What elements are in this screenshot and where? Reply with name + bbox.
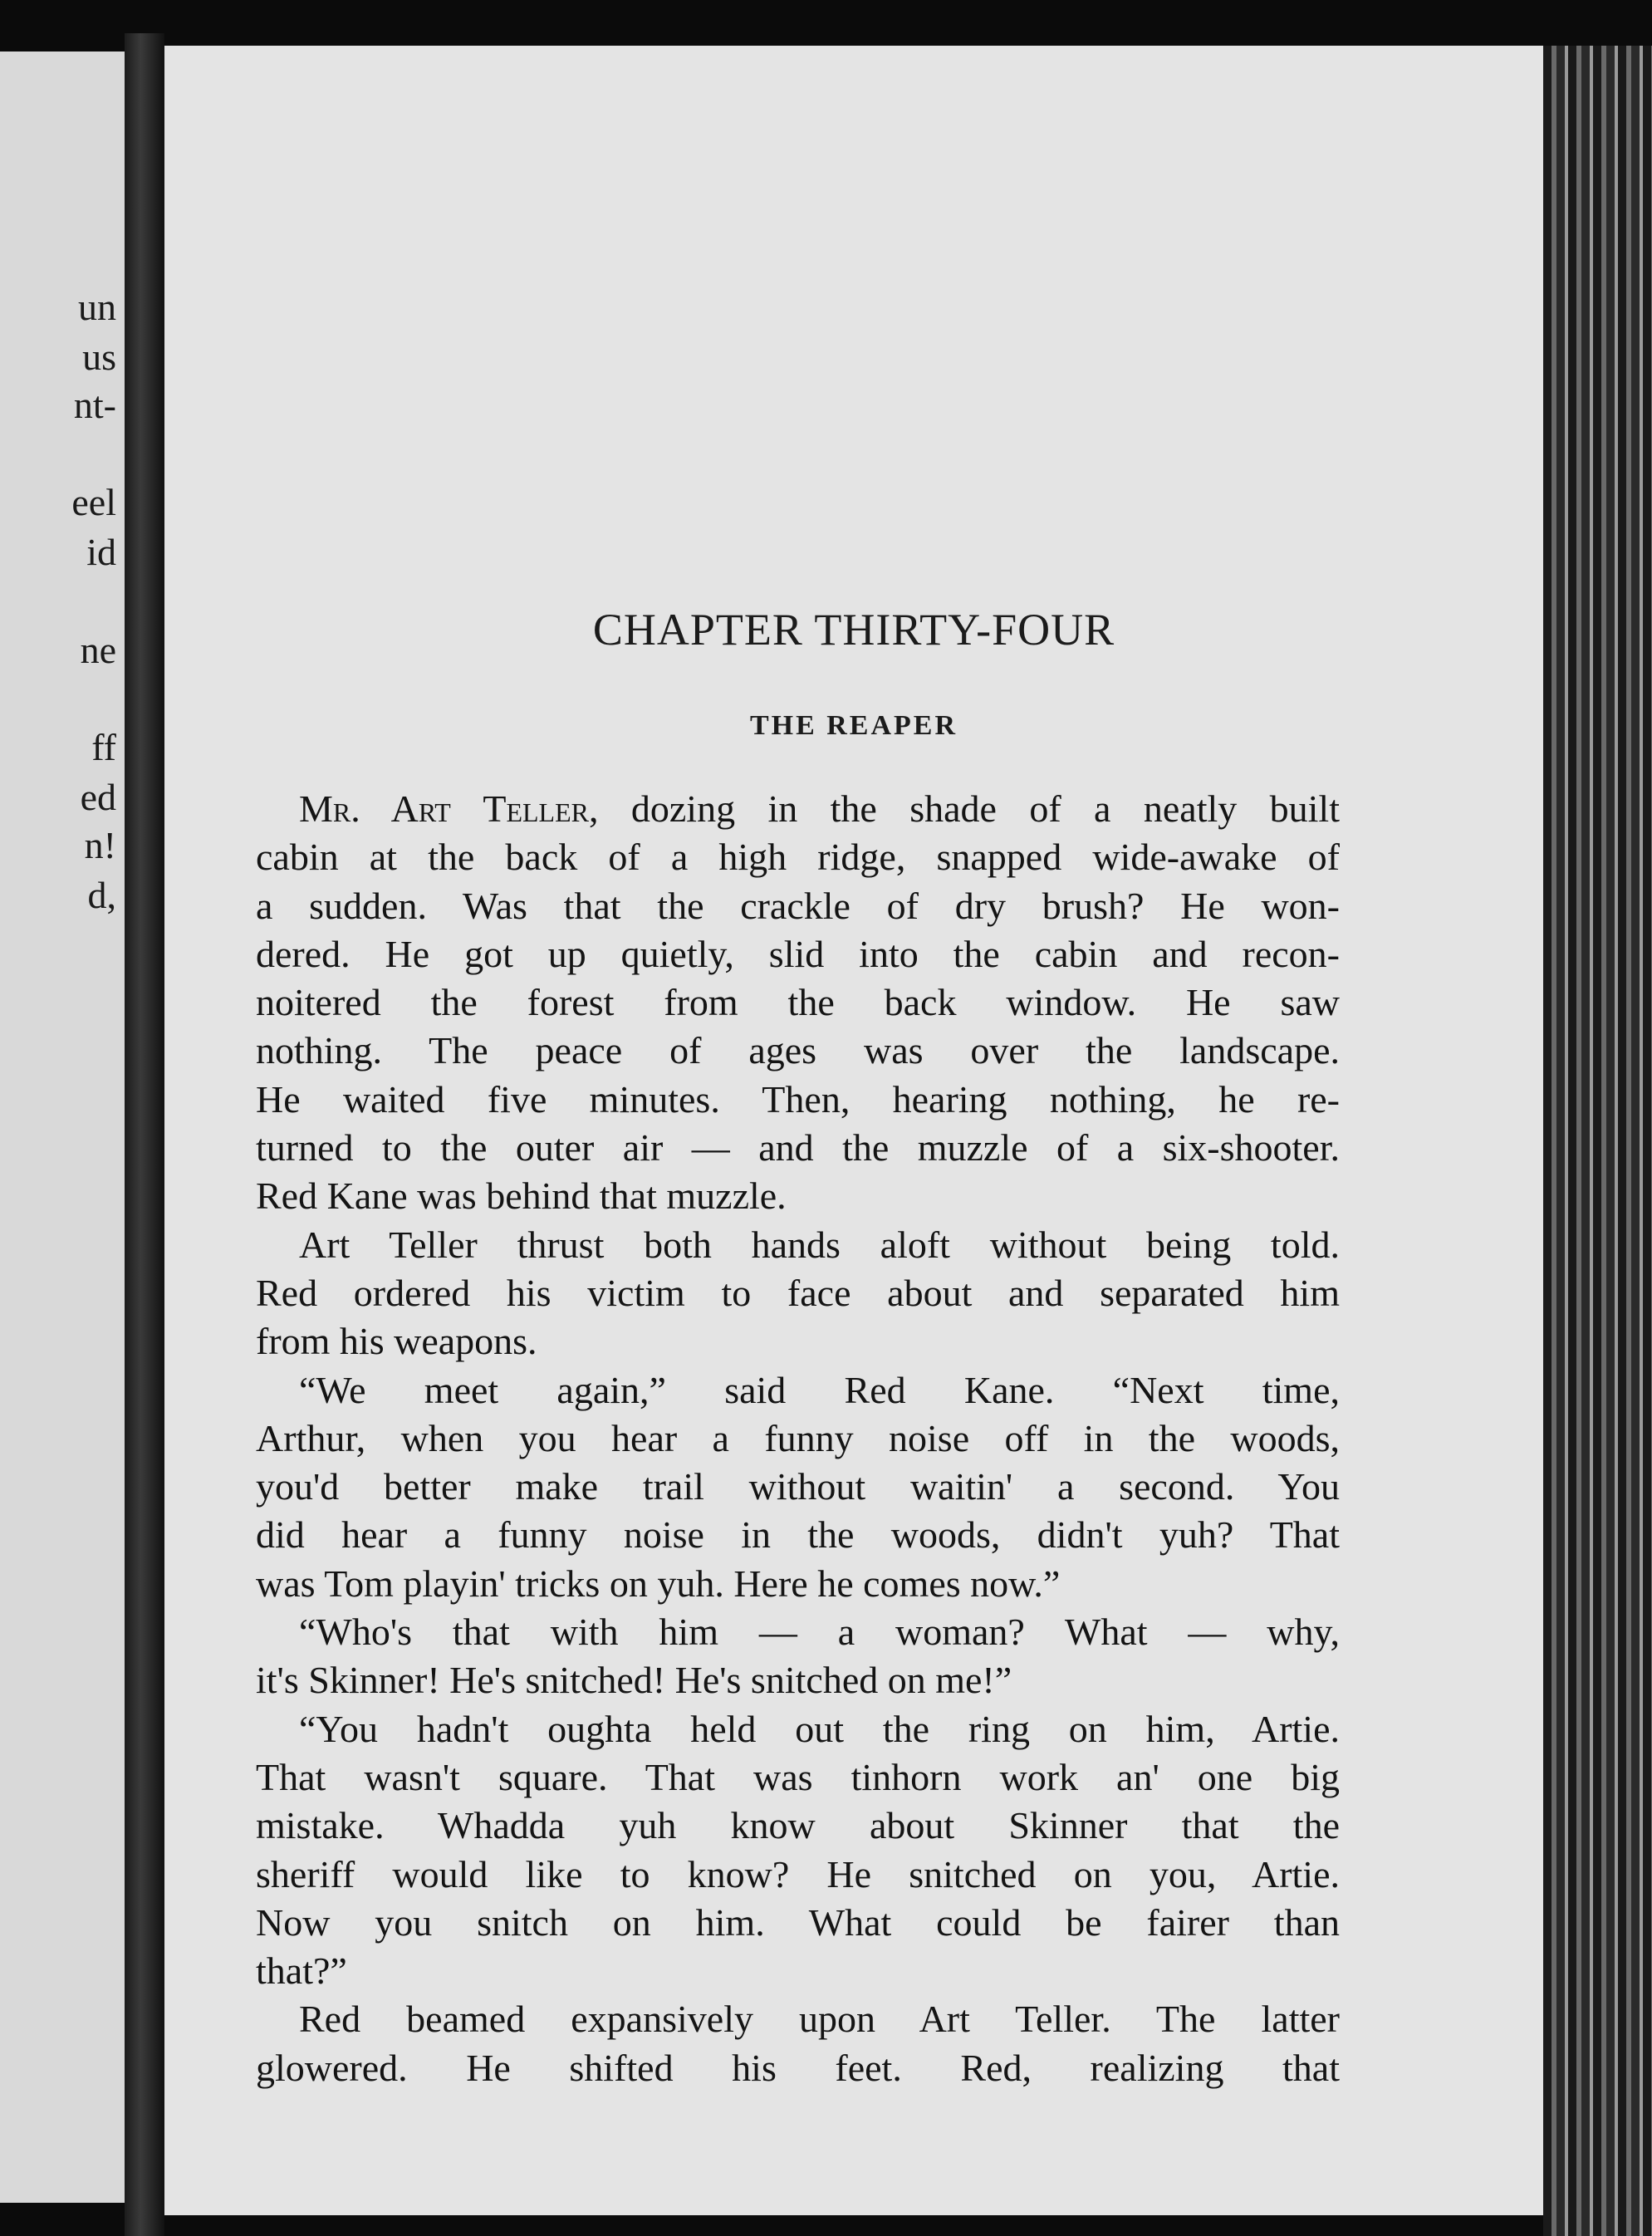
text-line: dered. He got up quietly, slid into the cabin and recon- xyxy=(256,932,1340,975)
text-line: Art Teller thrust both hands aloft without being told. xyxy=(299,1223,1340,1266)
text-line: Now you snitch on him. What could be fairer than xyxy=(256,1900,1340,1944)
text-line-content: dozing in the shade of a neatly built xyxy=(598,787,1340,830)
text-line: was Tom playin' tricks on yuh. Here he comes now.” xyxy=(256,1562,1061,1605)
text-line: you'd better make trail without waitin' a second. You xyxy=(256,1465,1340,1508)
chapter-subtitle: THE REAPER xyxy=(749,710,958,741)
left-page-fragment: un xyxy=(78,286,116,328)
text-line: That wasn't square. That was tinhorn work an' one big xyxy=(256,1755,1340,1798)
left-page-fragment: n! xyxy=(84,824,116,866)
book-gutter xyxy=(125,33,164,2236)
text-line: mistake. Whadda yuh know about Skinner that the xyxy=(256,1804,1340,1847)
text-line: Red ordered his victim to face about and separated him xyxy=(256,1271,1340,1314)
text-line: Arthur, when you hear a funny noise off in the woods, xyxy=(256,1416,1340,1459)
text-line: that?” xyxy=(256,1949,347,1993)
text-line: did hear a funny noise in the woods, didn't yuh? That xyxy=(256,1513,1340,1557)
text-line xyxy=(256,785,1340,833)
left-page-fragment: id xyxy=(86,531,116,573)
opening-small-caps: Mr. Art Teller, xyxy=(299,787,599,830)
left-page-fragment: eel xyxy=(71,481,116,523)
left-page-fragment: ne xyxy=(80,629,116,671)
chapter-body xyxy=(256,785,1340,2092)
text-line: Red beamed expansively upon Art Teller. The latter xyxy=(299,1998,1340,2041)
text-line: nothing. The peace of ages was over the landscape. xyxy=(256,1029,1340,1072)
text-line: a sudden. Was that the crackle of dry brush? He won- xyxy=(256,884,1340,927)
text-line: He waited five minutes. Then, hearing nothing, he re- xyxy=(256,1077,1340,1120)
left-page-fragment: nt- xyxy=(73,384,116,426)
text-line: from his weapons. xyxy=(256,1320,537,1363)
text-line: it's Skinner! He's snitched! He's snitched on me!” xyxy=(256,1659,1012,1702)
left-page-fragment: d, xyxy=(87,874,116,916)
text-line: “Who's that with him — a woman? What — why, xyxy=(299,1611,1340,1654)
left-page-fragment: ed xyxy=(80,776,116,818)
chapter-title: CHAPTER THIRTY-FOUR xyxy=(592,605,1115,655)
text-line: noitered the forest from the back window. He saw xyxy=(256,981,1340,1024)
left-page-fragment: ff xyxy=(91,726,116,768)
left-page-edge xyxy=(0,51,125,2203)
text-line: glowered. He shifted his feet. Red, realizing that xyxy=(256,2046,1340,2089)
text-line: Red Kane was behind that muzzle. xyxy=(256,1174,787,1218)
left-page-fragment: us xyxy=(82,336,116,378)
book-page xyxy=(164,46,1543,2215)
text-line: “You hadn't oughta held out the ring on him, Artie. xyxy=(299,1707,1340,1750)
text-line: “We meet again,” said Red Kane. “Next time, xyxy=(299,1368,1340,1411)
text-line: sheriff would like to know? He snitched on you, Artie. xyxy=(256,1852,1340,1895)
page-stack-edge xyxy=(1543,46,1652,2236)
text-line: turned to the outer air — and the muzzle of a six-shooter. xyxy=(256,1126,1340,1169)
text-line: cabin at the back of a high ridge, snapped wide-awake of xyxy=(256,836,1340,879)
